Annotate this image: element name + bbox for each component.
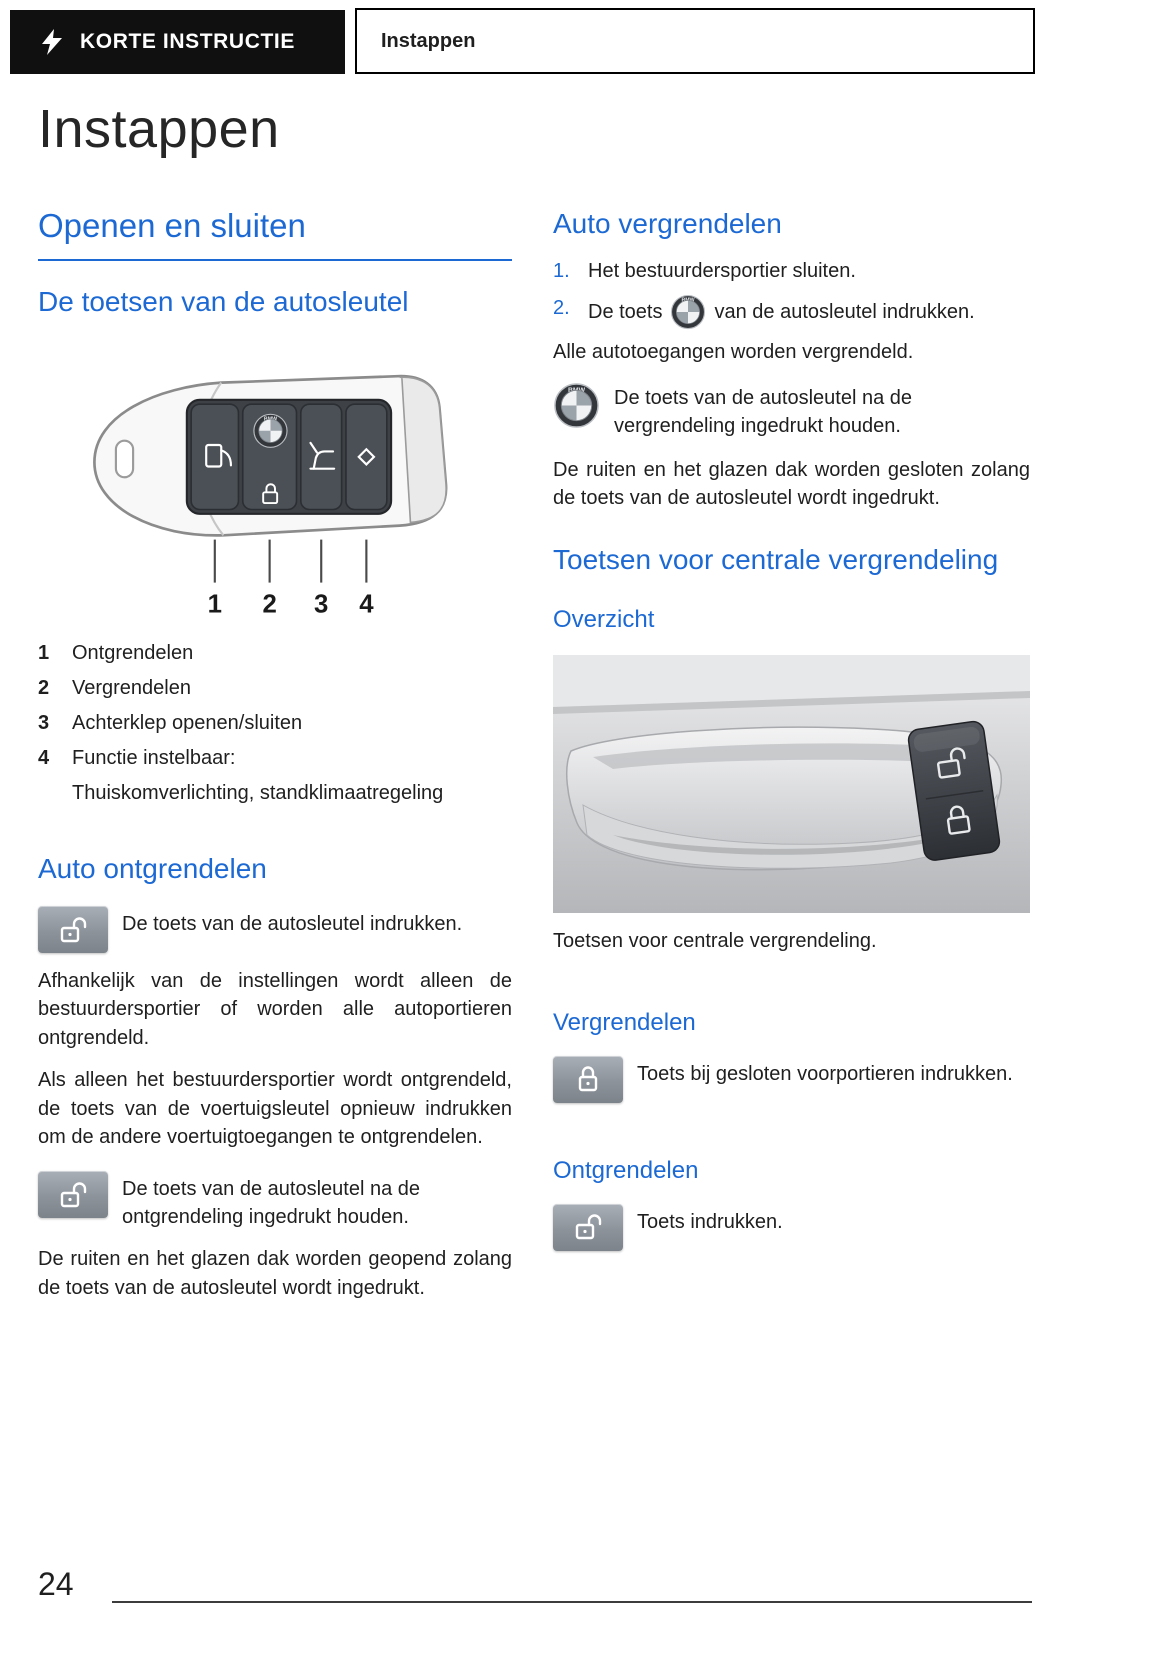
key-fob-figure [38,359,512,630]
lock-closed-icon [553,1056,623,1103]
korte-instructie-badge [10,10,345,74]
step-text-post: van de autosleutel indrukken. [714,300,975,323]
callout-1: 1 [207,590,222,619]
paragraph-all-locked: Alle autotoegangen worden vergrendeld. [553,340,914,363]
legend-num: 1 [38,642,50,665]
step-number: 1. [553,259,570,282]
unlock-hold-row [38,1171,512,1231]
subheading-ontgrendelen: Ontgrendelen [553,1156,699,1184]
subheading-auto-ontgrendelen: Auto ontgrendelen [38,853,267,885]
step-text [588,294,975,330]
unlock-hold-text: De toets van de autosleutel na de ontgrendeling ingedrukt houden. [122,1178,420,1229]
step-1 [553,257,1030,286]
chapter-tab-label: Instappen [381,29,476,52]
callout-lines [215,539,367,582]
legend-num: 3 [38,712,50,735]
door-handle-photo [553,655,1030,913]
legend-text: Functie instelbaar: [72,747,236,770]
subheading-toetsen-autosleutel: De toetsen van de autosleutel [38,285,409,317]
step-text-pre: De toets [588,300,663,323]
legend-text: Vergrendelen [72,677,191,700]
footer-rule [112,1601,1032,1603]
callout-2: 2 [262,590,277,619]
legend-item-4-sub: Thuiskomverlichting, standklimaatregeling [72,782,444,805]
subheading-vergrendelen: Vergrendelen [553,1009,696,1037]
lock-open-icon [38,906,108,953]
unlock-step-text: Toets indrukken. [637,1210,783,1233]
legend-item-1 [38,639,512,668]
section-heading-openen-en-sluiten: Openen en sluiten [38,207,512,261]
lock-hold-row [553,382,1030,440]
bmw-roundel-icon [254,414,287,447]
lock-open-icon [553,1204,623,1251]
legend-text: Achterklep openen/sluiten [72,712,303,735]
paragraph-windows-close: De ruiten en het glazen dak worden gesloten zolang de toets van de autosleutel wordt ingedrukt. [553,458,1030,510]
legend-item-2 [38,674,512,703]
left-column [38,207,512,1316]
paragraph-windows-open: De ruiten en het glazen dak worden geopend zolang de toets van de autosleutel wordt ingedrukt. [38,1248,512,1299]
legend-item-3 [38,709,512,738]
right-column [553,207,1030,1265]
keyring-slot [116,440,133,477]
legend-num: 2 [38,677,50,700]
key-button-unlock [191,404,238,509]
step-2 [553,294,1030,330]
legend-item-4 [38,744,512,773]
paragraph-settings: Afhankelijk van de instellingen wordt alleen de bestuurdersportier of worden alle autoportieren ontgrendeld. [38,970,512,1049]
lock-step-text: Toets bij gesloten voorportieren indrukken. [637,1062,1013,1085]
subheading-centrale-vergrendeling: Toetsen voor centrale vergrendeling [553,543,999,575]
page-title: Instappen [38,99,280,159]
step-number: 2. [553,296,570,319]
chapter-tab [355,8,1035,74]
subheading-auto-vergrendelen: Auto vergrendelen [553,208,782,239]
lock-open-icon [38,1171,108,1218]
paragraph-unlock-again: Als alleen het bestuurdersportier wordt ontgrendeld, de toets van de voertuigsleutel opnieuw indrukken om de andere voertuigtoegangen te ontgrendelen. [38,1069,512,1148]
key-button-function [346,404,387,509]
lock-hold-text: De toets van de autosleutel na de vergrendeling ingedrukt houden. [614,386,912,437]
lock-step-row [553,1056,1030,1103]
key-legend [38,639,512,808]
page-number: 24 [38,1566,74,1602]
key-button-tailgate [301,404,342,509]
subheading-overzicht: Overzicht [553,606,655,634]
bmw-roundel-icon [553,382,600,429]
key-fob-illustration [60,359,490,630]
photo-caption: Toetsen voor centrale vergrendeling. [553,930,877,953]
callout-4: 4 [359,590,374,619]
unlock-step-row [38,906,512,953]
quick-instruction-icon [40,28,64,56]
bmw-roundel-icon [670,294,706,330]
legend-num: 4 [38,747,50,770]
callout-3: 3 [314,590,329,619]
legend-text: Ontgrendelen [72,642,194,665]
badge-label: KORTE INSTRUCTIE [80,30,295,53]
unlock-step-row [553,1204,1030,1251]
lock-steps [553,257,1030,330]
step-text: Het bestuurdersportier sluiten. [588,259,856,282]
unlock-step-text: De toets van de autosleutel indrukken. [122,913,463,936]
